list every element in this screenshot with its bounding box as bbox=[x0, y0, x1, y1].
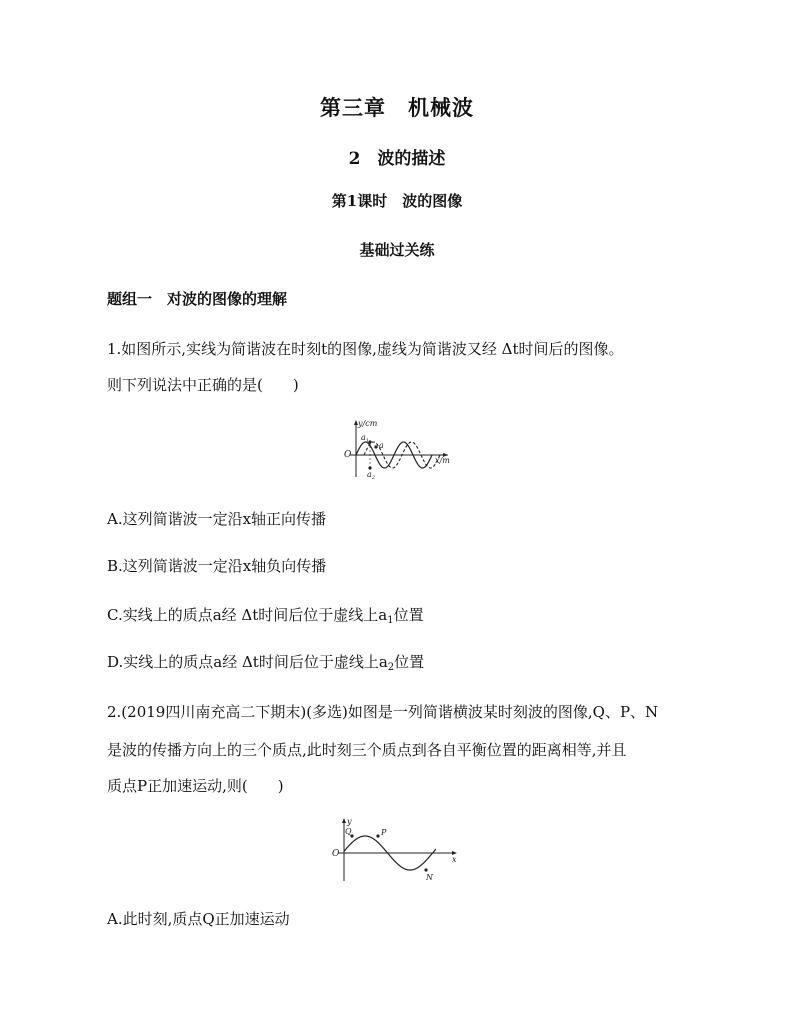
q1-stem-line1: 1.如图所示,实线为简谐波在时刻t的图像,虚线为简谐波又经 Δt时间后的图像。 bbox=[107, 340, 624, 358]
q1-wave-figure bbox=[340, 415, 452, 481]
exercise-level-title: 基础过关练 bbox=[359, 241, 435, 259]
q1-y-axis-label: y/cm bbox=[358, 419, 378, 428]
q2-point-n-label: N bbox=[426, 873, 433, 882]
q2-stem-line1: 2.(2019四川南充高二下期末)(多选)如图是一列简谐横波某时刻波的图像,Q、P、N bbox=[107, 703, 659, 721]
q2-point-q-label: Q bbox=[345, 827, 352, 836]
q1-option-b[interactable]: B.这列简谐波一定沿x轴负向传播 bbox=[107, 557, 327, 575]
q1-origin-label: O bbox=[344, 450, 352, 460]
q1-point-a1-label: $a_1$ bbox=[361, 433, 369, 444]
q1-point-a2-label: $a_2$ bbox=[367, 470, 375, 481]
q2-stem-line3: 质点P正加速运动,则( ) bbox=[107, 777, 284, 795]
q1-option-d[interactable]: D.实线上的质点a经 Δt时间后位于虚线上$a_2$位置 bbox=[107, 653, 425, 673]
q2-option-a[interactable]: A.此时刻,质点Q正加速运动 bbox=[107, 910, 290, 928]
q1-option-c[interactable]: C.实线上的质点a经 Δt时间后位于虚线上$a_1$位置 bbox=[107, 606, 424, 626]
lesson-title: 第1课时 波的图像 bbox=[331, 192, 463, 210]
q2-wave-figure bbox=[328, 815, 462, 883]
question-group-title: 题组一 对波的图像的理解 bbox=[107, 290, 288, 308]
q2-point-p-label: P bbox=[381, 828, 387, 837]
q2-origin-label: O bbox=[332, 849, 340, 859]
q1-x-axis-label: x/m bbox=[435, 456, 450, 465]
q2-x-axis-label: x bbox=[452, 855, 457, 864]
q2-y-axis-label: y bbox=[347, 817, 352, 826]
q1-stem-line2: 则下列说法中正确的是( ) bbox=[107, 376, 299, 394]
q1-point-a-label: a bbox=[379, 441, 384, 450]
q1-option-a[interactable]: A.这列简谐波一定沿x轴正向传播 bbox=[107, 510, 327, 528]
chapter-title: 第三章 机械波 bbox=[320, 95, 474, 120]
section-title: 2 波的描述 bbox=[348, 149, 446, 169]
q2-stem-line2: 是波的传播方向上的三个质点,此时刻三个质点到各自平衡位置的距离相等,并且 bbox=[107, 741, 627, 759]
